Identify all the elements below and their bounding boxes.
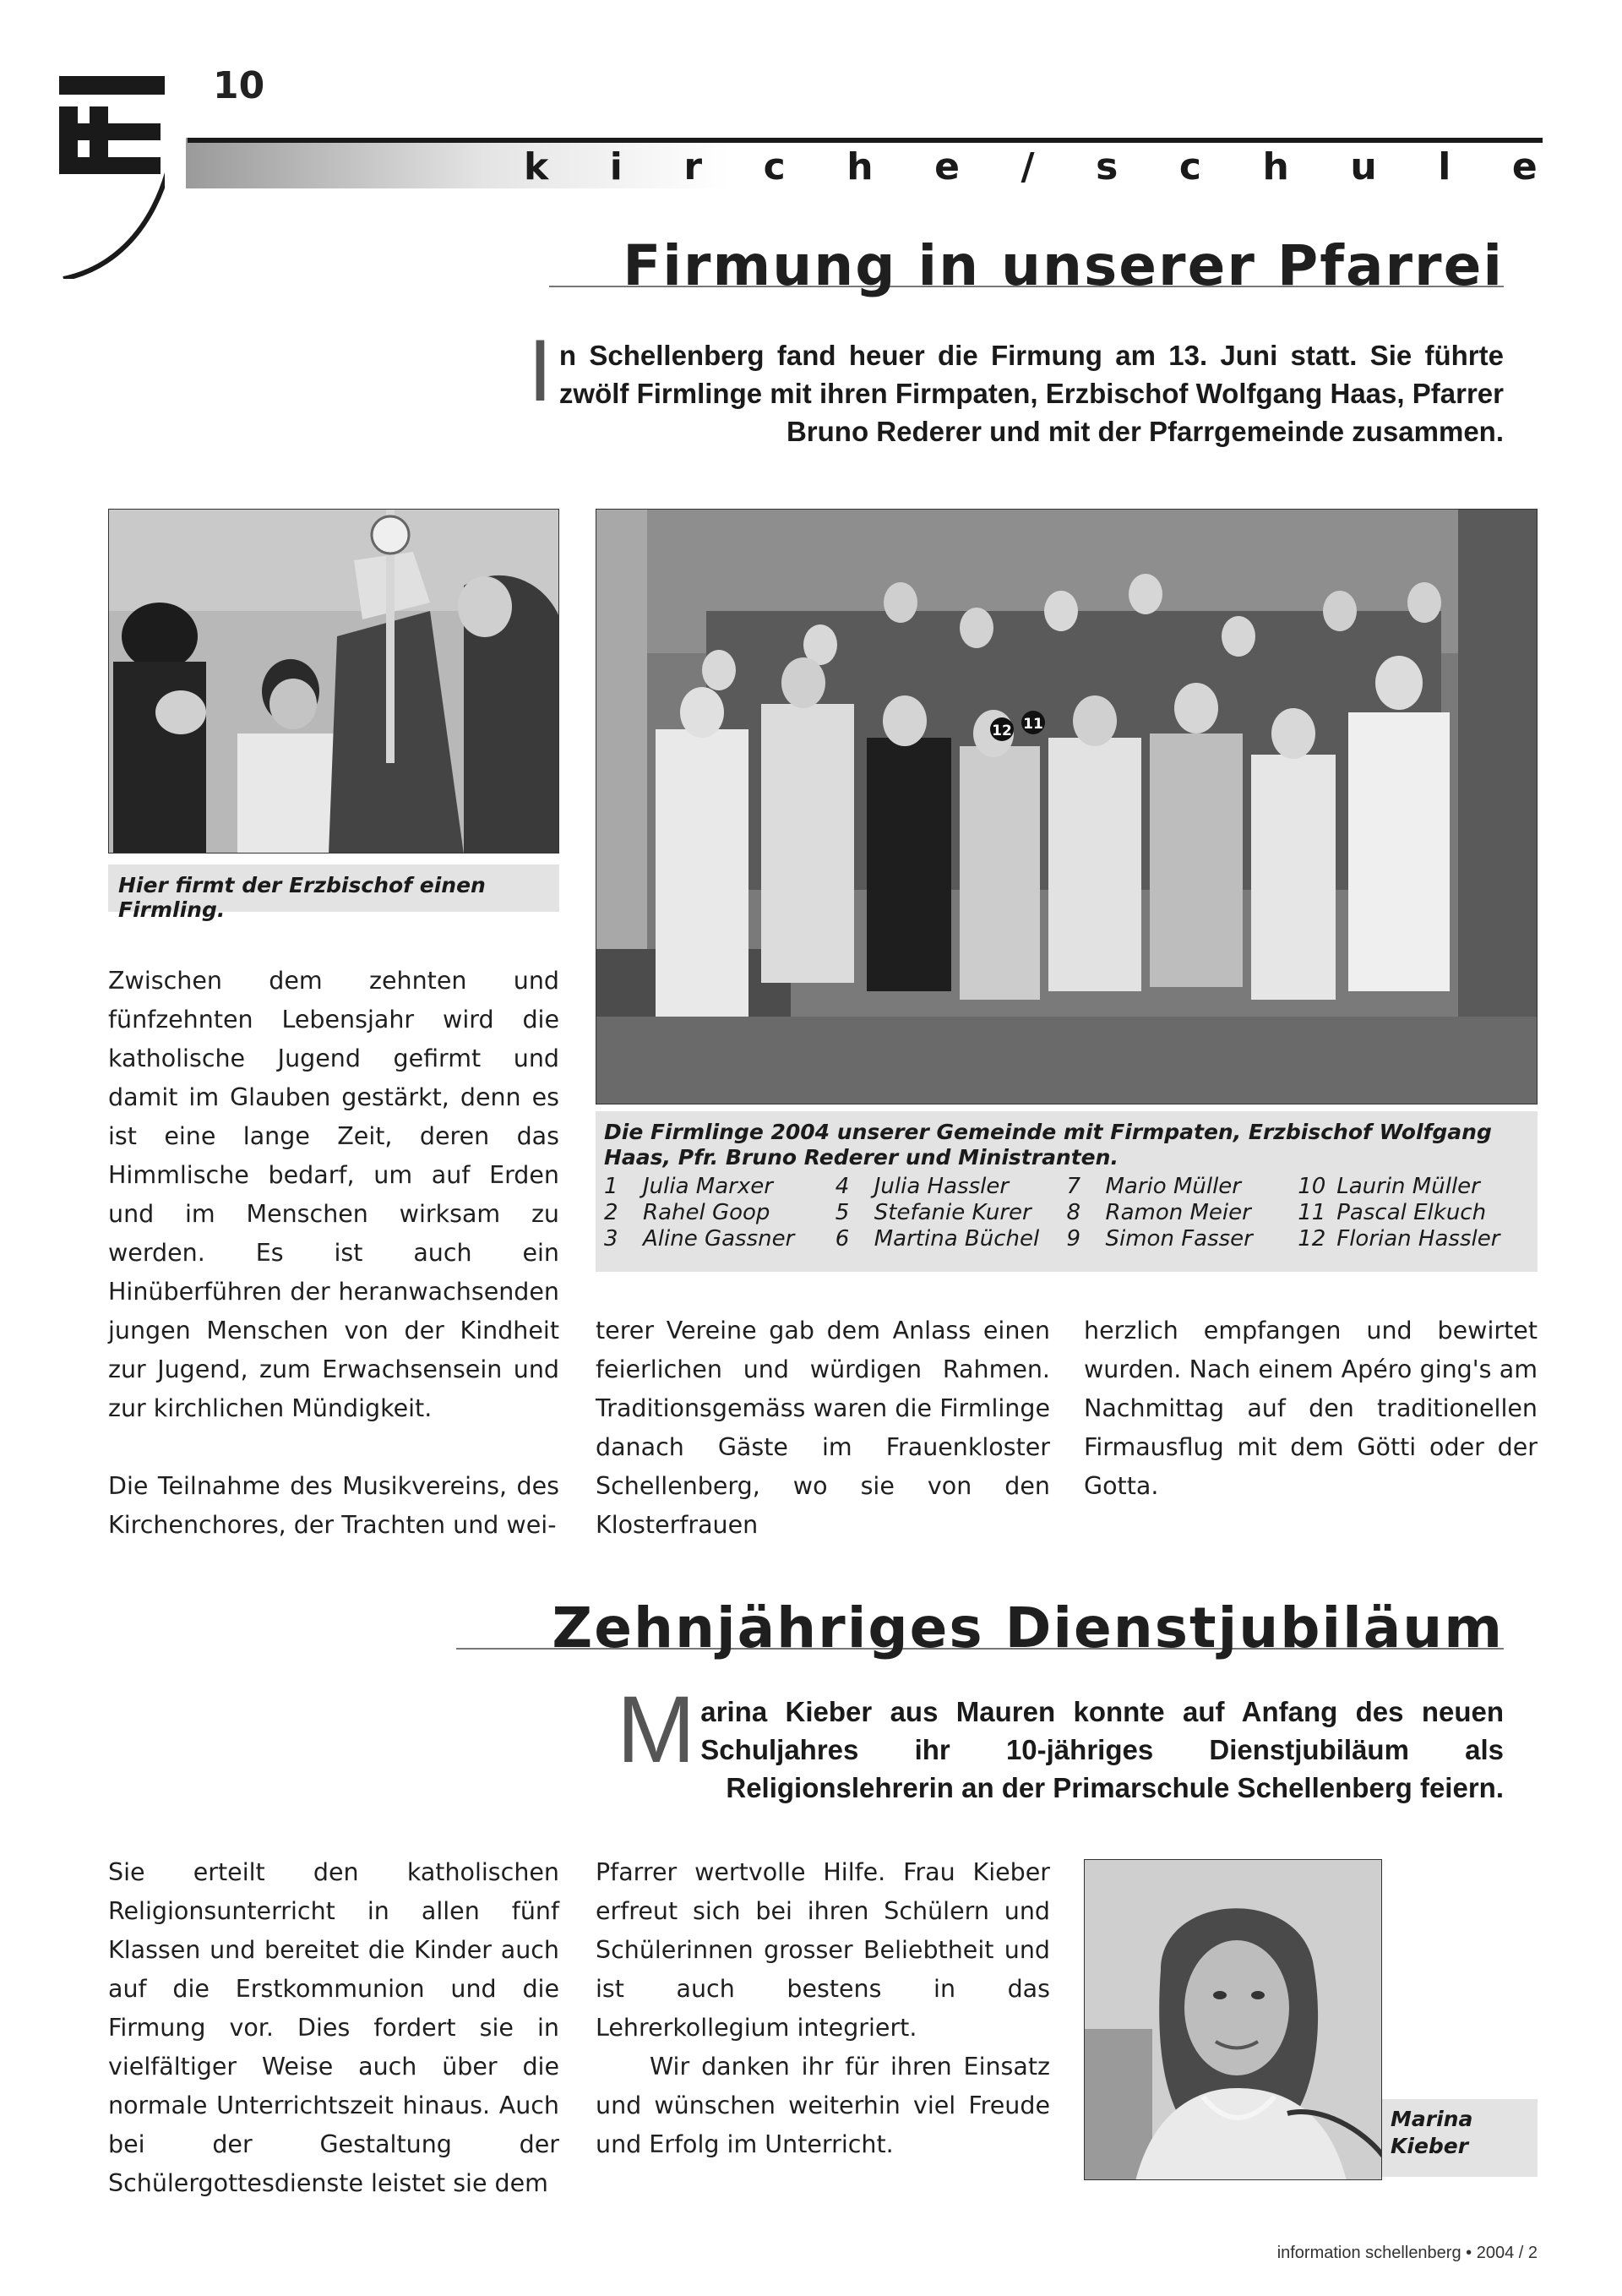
paragraph: Sie erteilt den katholischen Religionsunterricht in allen fünf Klassen und bereitet die Kinder auch auf die Erstkommunion und die Firmung vor. Dies fordert sie in vielfältiger Weise auch über die normale Unterrichtszeit hinaus. Auch bei der Gestaltung der Schülergottesdienste leistet sie dem <box>108 1858 559 2197</box>
section-letter: c <box>763 145 786 188</box>
section-letter: i <box>609 145 623 188</box>
section-letter: k <box>524 145 549 188</box>
lead-text: n Schellenberg fand heuer die Firmung am 13. Juni statt. Sie führte zwölf Firmlinge mit ihren Firmpaten, Erzbischof Wolfgang Haas, Pfarrer Bruno Rederer und mit der Pfarrgemeinde zusammen. <box>558 340 1504 447</box>
lead-text: arina Kieber aus Mauren konnte auf Anfang des neuen Schuljahres ihr 10-jähriges Dienstjubiläum als Religionslehrerin an der Primarschule Schellenberg feiern. <box>700 1696 1504 1803</box>
photo-caption: Hier firmt der Erzbischof einen Firmling. <box>108 864 559 912</box>
name-entry: 2 Rahel Goop <box>604 1200 770 1225</box>
publication-logo <box>59 76 165 279</box>
group-photo <box>596 509 1538 1104</box>
article-title: Zehnjähriges Dienstjubiläum <box>552 1595 1504 1661</box>
header-rule <box>188 138 1543 143</box>
article-lead <box>444 322 1504 450</box>
name-entry: 12 Florian Hassler <box>1298 1226 1500 1252</box>
section-label <box>524 145 1538 188</box>
section-letter: c <box>1178 145 1202 188</box>
article-column <box>108 962 559 1545</box>
name-entry: 4 Julia Hassler <box>835 1174 1010 1199</box>
group-photo-marker: 11 <box>1023 716 1043 733</box>
name-entry: 3 Aline Gassner <box>604 1226 795 1252</box>
portrait-caption: Marina Kieber <box>1382 2099 1538 2177</box>
portrait-photo <box>1084 1859 1382 2180</box>
drop-cap: M <box>617 1677 696 1782</box>
article-title: Firmung in unserer Pfarrei <box>623 233 1504 298</box>
name-entry: 8 Ramon Meier <box>1066 1200 1251 1225</box>
group-photo-caption <box>596 1111 1538 1272</box>
section-letter: e <box>934 145 961 188</box>
paragraph: Zwischen dem zehnten und fünfzehnten Lebensjahr wird die katholische Jugend gefirmt und damit im Glauben gestärkt, denn es ist eine lange Zeit, deren das Himmlische bedarf, um auf Erden und im Menschen wirksam zu werden. Es ist auch ein Hinüberführen der heranwachsenden jungen Menschen von der Kindheit zur Jugend, zum Erwachsensein und zur kirchlichen Mündigkeit. <box>108 967 559 1422</box>
paragraph: Pfarrer wertvolle Hilfe. Frau Kieber erfreut sich bei ihren Schülern und Schülerinnen grosser Beliebtheit und ist auch bestens in das Lehrerkollegium integriert. <box>596 1858 1050 2042</box>
section-letter: h <box>1262 145 1289 188</box>
group-caption-title: Die Firmlinge 2004 unserer Gemeinde mit Firmpaten, Erzbischof Wolfgang Haas, Pfr. Bruno Rederer und Ministranten. <box>604 1120 1492 1170</box>
article-column <box>596 1853 1050 2164</box>
paragraph: herzlich empfangen und bewirtet wurden. Nach einem Apéro ging's am Nachmittag auf den traditionellen Firmausflug mit dem Götti oder der Gotta. <box>1084 1317 1538 1500</box>
section-letter: u <box>1350 145 1377 188</box>
paragraph: terer Vereine gab dem Anlass einen feierlichen und würdigen Rahmen. Traditionsgemäss waren die Firmlinge danach Gäste im Frauenkloster Schellenberg, wo sie von den Klosterfrauen <box>596 1317 1050 1539</box>
name-entry: 11 Pascal Elkuch <box>1298 1200 1487 1225</box>
name-entry: 9 Simon Fasser <box>1066 1226 1253 1252</box>
drop-cap: I <box>528 322 552 420</box>
article-column <box>108 1853 559 2203</box>
confirmation-photo <box>108 509 559 854</box>
section-letter: h <box>846 145 874 188</box>
section-letter: e <box>1511 145 1538 188</box>
page-number: 10 <box>213 64 265 107</box>
article-lead <box>444 1677 1504 1807</box>
page-footer: information schellenberg • 2004 / 2 <box>1276 2244 1538 2262</box>
paragraph: Wir danken ihr für ihren Einsatz und wünschen weiterhin viel Freude und Erfolg im Unterricht. <box>596 2053 1050 2158</box>
article-column <box>596 1312 1050 1545</box>
names-list <box>604 1174 1529 1252</box>
article-column <box>1084 1312 1538 1506</box>
name-entry: 1 Julia Marxer <box>604 1174 773 1199</box>
section-letter: r <box>683 145 703 188</box>
name-entry: 6 Martina Büchel <box>835 1226 1040 1252</box>
name-entry: 10 Laurin Müller <box>1298 1174 1480 1199</box>
paragraph: Die Teilnahme des Musikvereins, des Kirchenchores, der Trachten und wei- <box>108 1472 559 1539</box>
name-entry: 5 Stefanie Kurer <box>835 1200 1031 1225</box>
section-letter: / <box>1021 145 1035 188</box>
name-entry: 7 Mario Müller <box>1066 1174 1241 1199</box>
group-photo-marker: 12 <box>992 723 1012 739</box>
section-letter: s <box>1096 145 1119 188</box>
section-letter: l <box>1438 145 1451 188</box>
